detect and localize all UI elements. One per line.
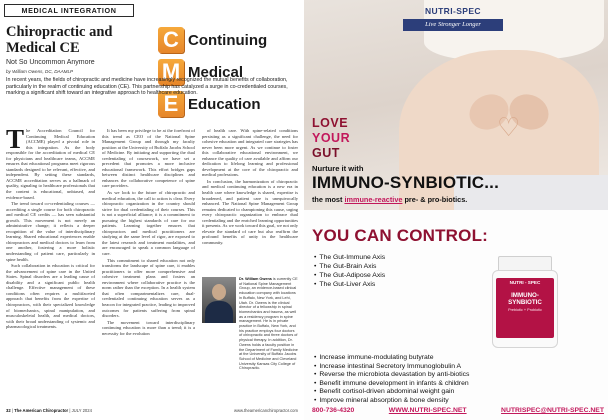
- list-item: • The Gut-Liver Axis: [314, 280, 464, 289]
- article-headline: Chiropractic and Medical CE: [6, 24, 113, 56]
- author-box: [202, 277, 298, 371]
- paragraph: of health care. With spine-related conditions persisting as a significant challenge, the need for cohesive education and integrated care strategies has never been more urgent. As we continue to foster this collaborative educational environment, we enhance the quality of care available and affirm our dedication to lifelong learning and professional development at the core of the chiropractic and medical professions.: [202, 128, 298, 178]
- benefits-list: [314, 354, 604, 406]
- list-item: • Benefit cortisol-driven abdominal weight gain: [314, 388, 604, 397]
- list-item: • The Gut-Adipose Axis: [314, 271, 464, 280]
- article-byline: by William Owens, DC, DAAMLP: [6, 69, 74, 74]
- author-photo: [202, 277, 236, 323]
- bottle-brand: NUTRI - SPEC: [509, 280, 541, 285]
- product-bottle: [488, 256, 562, 348]
- logo-name: NUTRI-SPEC: [425, 6, 481, 16]
- article-lead: In recent years, the fields of chiropractic and medicine have increasingly recognized the mutual benefits of collaboration, particularly in the realm of continuing education (CE). This partnership has catalyzed a surge in co-credentialed courses, marking a significant shift toward an integrative approach to healthcare education.: [6, 77, 288, 97]
- cme-row-continuing: [158, 26, 267, 54]
- list-item: • Benefit immune development in infants & children: [314, 380, 604, 389]
- article-column-2: [102, 128, 195, 337]
- article-column-3: [202, 128, 298, 246]
- list-item: • Reverse the microbiota devastation by anti-biotics: [314, 371, 604, 380]
- cme-word: Continuing: [188, 31, 268, 49]
- list-item: • Increase intestinal Secretory Immunoglobulin A: [314, 363, 604, 372]
- product-tagline: the most immune-reactive pre- & pro-biotics.: [312, 195, 468, 204]
- publication-name: The American Chiropractor: [14, 408, 69, 413]
- tagline-highlight: immune-reactive: [344, 195, 403, 204]
- advertisement-page: [304, 0, 608, 420]
- paragraph: The Accreditation Council for Continuing Medical Education (ACCME) played a pivotal role in this integration. As the body responsible for the accreditation of medical CE for physicians and healthcare teams, ACCME ensures that educational programs meet rigorous standards designed to be relevant, effective, and independent. By setting these standards, ACCME accreditation serves as a hallmark of quality, signaling to healthcare professionals that the content is educational, unbiased, and evidence-based.: [6, 124, 95, 200]
- cme-illustration: [158, 26, 298, 126]
- love-line: LOVE: [312, 116, 349, 130]
- cme-word: Medical: [188, 63, 244, 81]
- phone-number[interactable]: 800-736-4320: [312, 407, 355, 414]
- issue-date: JULY 2024: [71, 408, 92, 413]
- paragraph: It has been my privilege to be at the forefront of this trend as CEO of the National Spine Management Group and through my faculty position at the University of Buffalo Jacobs School of Medicine. By initiating and supporting the dual credentialing of coursework, we have set a precedent that promotes a more inclusive educational framework. This effort bridges gaps between distinct healthcare disciplines and enhances the collaborative competence of spine care providers.: [102, 128, 195, 189]
- nutri-spec-logo: [399, 6, 507, 42]
- list-item: • Increase immune-modulating butyrate: [314, 354, 604, 363]
- love-your-gut-heading: [312, 116, 350, 161]
- contact-bar: [312, 407, 604, 414]
- paragraph: The trend toward co-credentialing courses — accrediting a single course for both chiropractic and medical CE credits — has seen substantial growth. This movement is not merely an administrative change; it reflects a deeper recognition of the value of interdisciplinary learning. Shared educational experiences enable chiropractors and medical doctors to learn from one another, fostering a more holistic understanding of patient care, particularly in spine health.: [6, 201, 95, 262]
- paragraph: As we look to the future of chiropractic and medical education, the call to action is clear. Every chiropractic organization in the country should strive for dual credentialing of their courses. This is not a superficial alliance; it is a commitment to pursuing the highest standards of care for our patients. Learning together ensures that chiropractors and medical practitioners are studying at the same level of rigor, are exposed to the latest research and treatment modalities, and are encouraged to speak a common language of care.: [102, 190, 195, 257]
- love-line: YOUR: [312, 131, 351, 145]
- section-tag: MEDICAL INTEGRATION: [4, 4, 134, 17]
- article-subhead: Not So Uncommon Anymore: [6, 59, 95, 66]
- axes-list: [314, 253, 464, 289]
- paragraph: Such collaboration in education is critical for the advancement of spine care in the United States. Spinal disorders are a leading cause of disability and a significant public health challenge. Effective management of these conditions often requires a multifaceted approach that benefits from the expertise of chiropractors, with their specialized knowledge of biomechanics, spinal manipulation, and musculoskeletal health, and medical doctors, with their broad understanding of systemic and pharmacological treatments.: [6, 263, 95, 330]
- author-bio: Dr. William Owens is currently CE of National Spine Management Group, an evidence-based clinical education company with locations in Buffalo, New York, and Lehi, Utah. Dr. Owens is the clinical director of a fellowship in spinal biomechanics and trauma, as well as a residency program in spine management. He is in private practice in Buffalo, New York, and his practice employs four doctors of chiropractic and three doctors of physical therapy. In addition, Dr. Owens holds a faculty position in the Department of Family Medicine at the University of Buffalo Jacobs School of Medicine and Cleveland University Kansas City College of Chiropractic.: [239, 277, 298, 371]
- bottle-product-name: IMMUNO-SYNBIOTIC: [508, 292, 542, 306]
- paragraph: The movement toward interdisciplinary continuing education is more than a trend; it is a necessity for the evolution: [102, 319, 195, 336]
- page-footer: 32 | The American Chiropractor | JULY 2024 www.theamericanchiropractor.com: [6, 408, 298, 413]
- list-item: • The Gut-Brain Axis: [314, 262, 464, 271]
- email-link[interactable]: NUTRISPEC@NUTRI-SPEC.NET: [501, 407, 604, 414]
- cme-word: Education: [188, 95, 261, 113]
- list-item: • Improve mineral absorption & bone density: [314, 397, 604, 406]
- heart-hands-icon: ♡: [497, 113, 521, 143]
- drop-cap: T: [6, 124, 25, 154]
- article-column-1: [6, 124, 95, 331]
- list-item: • The Gut-Immune Axis: [314, 253, 464, 262]
- page-number: 32: [6, 408, 11, 413]
- cme-tile: E: [158, 91, 184, 117]
- bottle-subtitle: Prebiotic + Probiotic: [508, 308, 542, 312]
- cme-tile: M: [158, 59, 184, 85]
- website-link[interactable]: WWW.NUTRI-SPEC.NET: [388, 407, 467, 414]
- logo-tagline: Live Stronger Longer: [403, 19, 503, 31]
- publication-url[interactable]: www.theamericanchiropractor.com: [233, 408, 298, 413]
- paragraph: In conclusion, the harmonization of chiropractic and medical continuing education is a new era in health care where knowledge is shared, expertise is broadened, and patient care is unequivocally enhanced. The National Spine Management Group remains dedicated to championing this cause, urging every chiropractic organization to embrace dual credentialing and the enriched learning opportunities it presents. As we work toward this goal, we not only elevate the standard of care but also reaffirm the profound benefits of unity in the healthcare community.: [202, 178, 298, 245]
- nurture-text: Nurture it with: [312, 164, 364, 173]
- control-heading: YOU CAN CONTROL:: [312, 226, 489, 245]
- cme-tile: C: [158, 27, 184, 53]
- product-name: IMMUNO-SYNBIOTIC...: [312, 173, 500, 192]
- love-line: GUT: [312, 146, 340, 160]
- paragraph: This commitment to shared education not only transforms the landscape of spine care, it enables practitioners to offer more comprehensive and cohesive treatment plans and fosters an environment where collaborative practice is the norm rather than the exception. In a health system that often compartmentalizes care, dual-credentialed continuing education serves as a beacon for integrated practice, leading to improved outcomes for patients suffering from spinal disorders.: [102, 257, 195, 319]
